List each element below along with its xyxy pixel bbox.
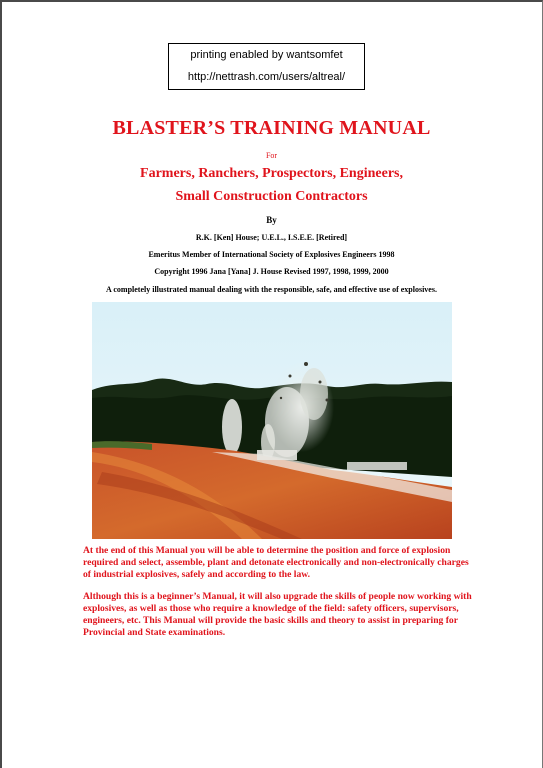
audience-line-2: Small Construction Contractors	[175, 189, 368, 204]
by-word: By	[266, 215, 277, 225]
audience-line-1: Farmers, Ranchers, Prospectors, Engineers,	[140, 166, 403, 181]
intro-paragraph-1: At the end of this Manual you will be able to determine the position and force of explosion required and select, assemble, plant and detonate electronically and non-electronically charges of industrial explosives, safely and according to the law.	[83, 545, 469, 580]
emeritus-line: Emeritus Member of International Society of Explosives Engineers 1998	[148, 250, 395, 259]
document-title: BLASTER’S TRAINING MANUAL	[112, 117, 431, 139]
author-line: R.K. [Ken] House; U.E.L., I.S.E.E. [Retired]	[195, 233, 348, 242]
printing-notice-url: http://nettrash.com/users/altreal/	[187, 71, 346, 83]
copyright-line: Copyright 1996 Jana [Yana] J. House Revised 1997, 1998, 1999, 2000	[154, 267, 389, 276]
printing-notice-box	[168, 43, 365, 90]
for-word: For	[265, 151, 278, 160]
printing-notice-text: printing enabled by wantsomfet	[190, 49, 343, 61]
subtitle-description: A completely illustrated manual dealing with the responsible, safe, and effective use of explosives.	[106, 285, 437, 294]
intro-paragraph-2: Although this is a beginner’s Manual, it will also upgrade the skills of people now working with explosives, as well as those who require a knowledge of the field: safety officers, supervisors, engineers, etc. This Manual will provide the basic skills and theory to assist in preparing for Provincial and State examinations.	[83, 591, 472, 638]
blast-photo	[92, 302, 452, 539]
